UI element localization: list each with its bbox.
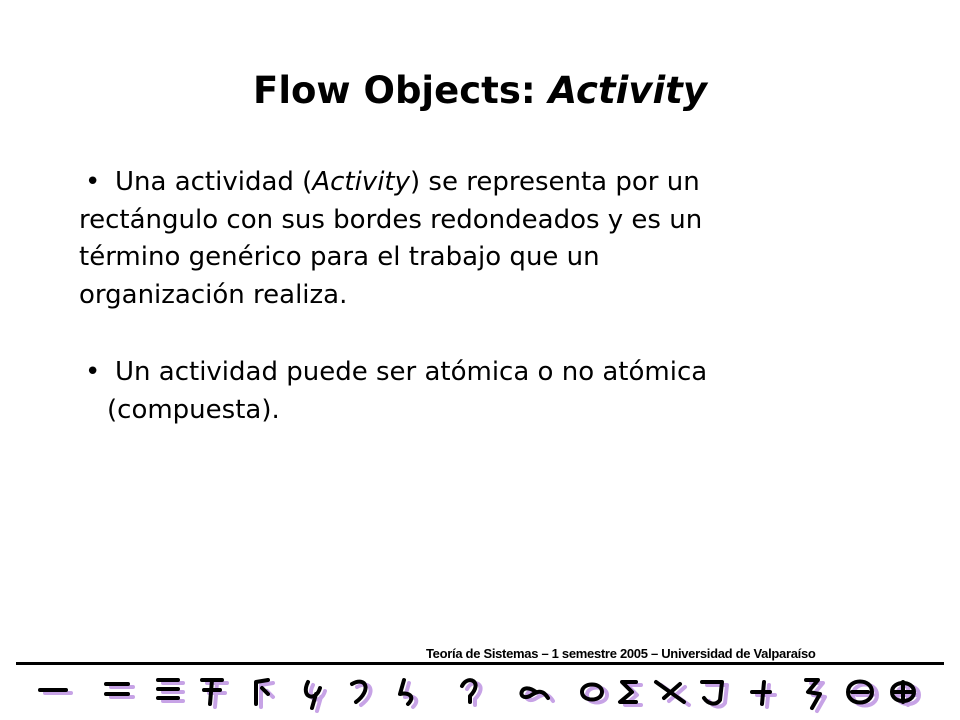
- title-prefix: Flow Objects:: [253, 69, 549, 112]
- bullet-line: organización realiza.: [79, 279, 348, 310]
- footer-caption: Teoría de Sistemas – 1 semestre 2005 – Universidad de Valparaíso: [426, 646, 816, 661]
- bullet-line: término genérico para el trabajo que un: [79, 242, 600, 272]
- bullet-item: [79, 164, 879, 314]
- bullet-line: (compuesta).: [107, 394, 280, 425]
- plus-glyph-shadow: [757, 685, 775, 707]
- bullet-line: [79, 354, 879, 392]
- bullet-line: [79, 164, 879, 202]
- bullet-text-italic: Activity: [312, 167, 411, 197]
- slide-title: [0, 66, 960, 116]
- bullet-line: rectángulo con sus bordes redondeados y es un: [79, 204, 703, 235]
- footer-rule: [16, 662, 944, 665]
- symbol-strip-svg: [16, 668, 944, 720]
- bullet-text: Un actividad puede ser atómica o no atómica: [115, 357, 708, 387]
- title-emphasis: Activity: [548, 69, 707, 112]
- circled-plus-glyph: [892, 682, 914, 702]
- decorative-symbol-strip: [16, 668, 944, 720]
- bullet-marker: •: [85, 167, 101, 197]
- bullet-item: [79, 354, 879, 429]
- bullet-marker: •: [85, 357, 101, 387]
- bullet-text: Una actividad (: [115, 167, 313, 197]
- bullet-text: ) se representa por un: [410, 167, 700, 197]
